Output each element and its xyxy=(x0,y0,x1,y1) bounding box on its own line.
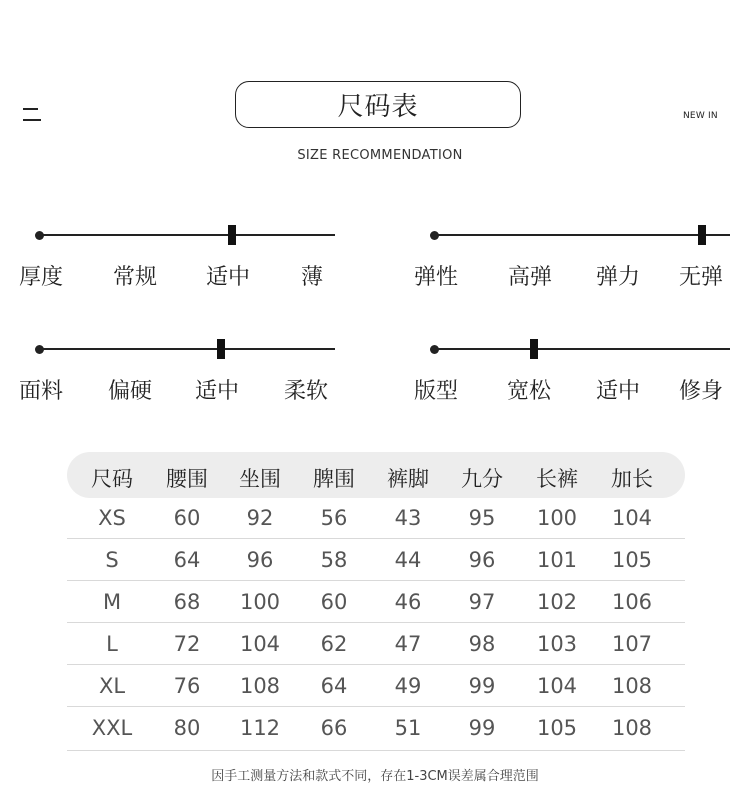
table-cell: 108 xyxy=(611,674,653,698)
scale-label: 薄 xyxy=(301,265,324,290)
table-cell: S xyxy=(105,548,119,572)
table-cell: L xyxy=(106,632,118,656)
scale-marker xyxy=(530,339,538,359)
table-cell: 95 xyxy=(468,506,496,530)
table-cell: 96 xyxy=(246,548,274,572)
table-cell: 105 xyxy=(536,716,578,740)
table-cell: 104 xyxy=(611,506,653,530)
scale-line xyxy=(39,234,335,236)
scale-label: 常规 xyxy=(113,265,158,290)
table-header-cell: 尺码 xyxy=(91,467,133,491)
table-header-cell: 裤脚 xyxy=(387,467,429,491)
scale-label: 弹性 xyxy=(414,265,459,290)
table-cell: 64 xyxy=(173,548,201,572)
table-cell: 64 xyxy=(320,674,348,698)
scale-line xyxy=(434,234,730,236)
table-cell: 46 xyxy=(394,590,422,614)
table-cell: 62 xyxy=(320,632,348,656)
table-cell: 99 xyxy=(468,716,496,740)
row-divider xyxy=(67,622,685,623)
table-cell: 108 xyxy=(239,674,281,698)
page-title-text: 尺码表 xyxy=(337,92,419,122)
scale-label: 厚度 xyxy=(19,265,64,290)
table-cell: 99 xyxy=(468,674,496,698)
table-cell: 47 xyxy=(394,632,422,656)
scale-label: 适中 xyxy=(596,379,641,404)
row-divider xyxy=(67,538,685,539)
table-cell: 100 xyxy=(536,506,578,530)
table-cell: 44 xyxy=(394,548,422,572)
table-cell: 97 xyxy=(468,590,496,614)
scale-label: 宽松 xyxy=(507,379,552,404)
table-cell: 106 xyxy=(611,590,653,614)
table-cell: 76 xyxy=(173,674,201,698)
menu-line xyxy=(23,108,38,110)
table-cell: 107 xyxy=(611,632,653,656)
footnote: 因手工测量方法和款式不同，存在1-3CM误差属合理范围 xyxy=(211,769,539,784)
page-title xyxy=(235,81,521,128)
table-cell: XXL xyxy=(91,716,133,740)
scale-label: 高弹 xyxy=(508,265,553,290)
row-divider xyxy=(67,750,685,751)
table-cell: 108 xyxy=(611,716,653,740)
scale-line xyxy=(434,348,730,350)
scale-label: 偏硬 xyxy=(108,379,153,404)
table-cell: 43 xyxy=(394,506,422,530)
scale-marker xyxy=(217,339,225,359)
table-cell: 66 xyxy=(320,716,348,740)
table-cell: 102 xyxy=(536,590,578,614)
scale-line xyxy=(39,348,335,350)
table-header-cell: 九分 xyxy=(461,467,503,491)
table-header-cell: 坐围 xyxy=(239,467,281,491)
table-cell: 104 xyxy=(239,632,281,656)
table-cell: 80 xyxy=(173,716,201,740)
scale-label: 面料 xyxy=(19,379,64,404)
row-divider xyxy=(67,706,685,707)
table-cell: 100 xyxy=(239,590,281,614)
menu-line xyxy=(23,119,41,121)
table-header-cell: 腰围 xyxy=(166,467,208,491)
table-cell: M xyxy=(102,590,122,614)
table-cell: 56 xyxy=(320,506,348,530)
row-divider xyxy=(67,580,685,581)
table-cell: 51 xyxy=(394,716,422,740)
table-cell: 103 xyxy=(536,632,578,656)
table-cell: 72 xyxy=(173,632,201,656)
scale-label: 弹力 xyxy=(596,265,641,290)
table-cell: 92 xyxy=(246,506,274,530)
table-header-cell: 长裤 xyxy=(536,467,578,491)
table-cell: XL xyxy=(98,674,126,698)
table-cell: 101 xyxy=(536,548,578,572)
table-header-cell: 加长 xyxy=(611,467,653,491)
scale-label: 适中 xyxy=(206,265,251,290)
scale-label: 适中 xyxy=(195,379,240,404)
menu-icon[interactable] xyxy=(23,108,41,121)
scale-marker xyxy=(228,225,236,245)
table-cell: 104 xyxy=(536,674,578,698)
table-cell: XS xyxy=(98,506,126,530)
scale-label: 修身 xyxy=(679,379,724,404)
table-cell: 49 xyxy=(394,674,422,698)
page-subtitle: SIZE RECOMMENDATION xyxy=(297,148,463,163)
row-divider xyxy=(67,664,685,665)
table-cell: 68 xyxy=(173,590,201,614)
scale-label: 无弹 xyxy=(679,265,724,290)
table-cell: 98 xyxy=(468,632,496,656)
table-cell: 60 xyxy=(173,506,201,530)
table-cell: 60 xyxy=(320,590,348,614)
table-cell: 58 xyxy=(320,548,348,572)
scale-label: 版型 xyxy=(414,379,459,404)
scale-marker xyxy=(698,225,706,245)
table-cell: 96 xyxy=(468,548,496,572)
table-header-cell: 脾围 xyxy=(313,467,355,491)
new-in-label: NEW IN xyxy=(683,111,718,121)
table-cell: 105 xyxy=(611,548,653,572)
scale-label: 柔软 xyxy=(284,379,329,404)
table-cell: 112 xyxy=(239,716,281,740)
